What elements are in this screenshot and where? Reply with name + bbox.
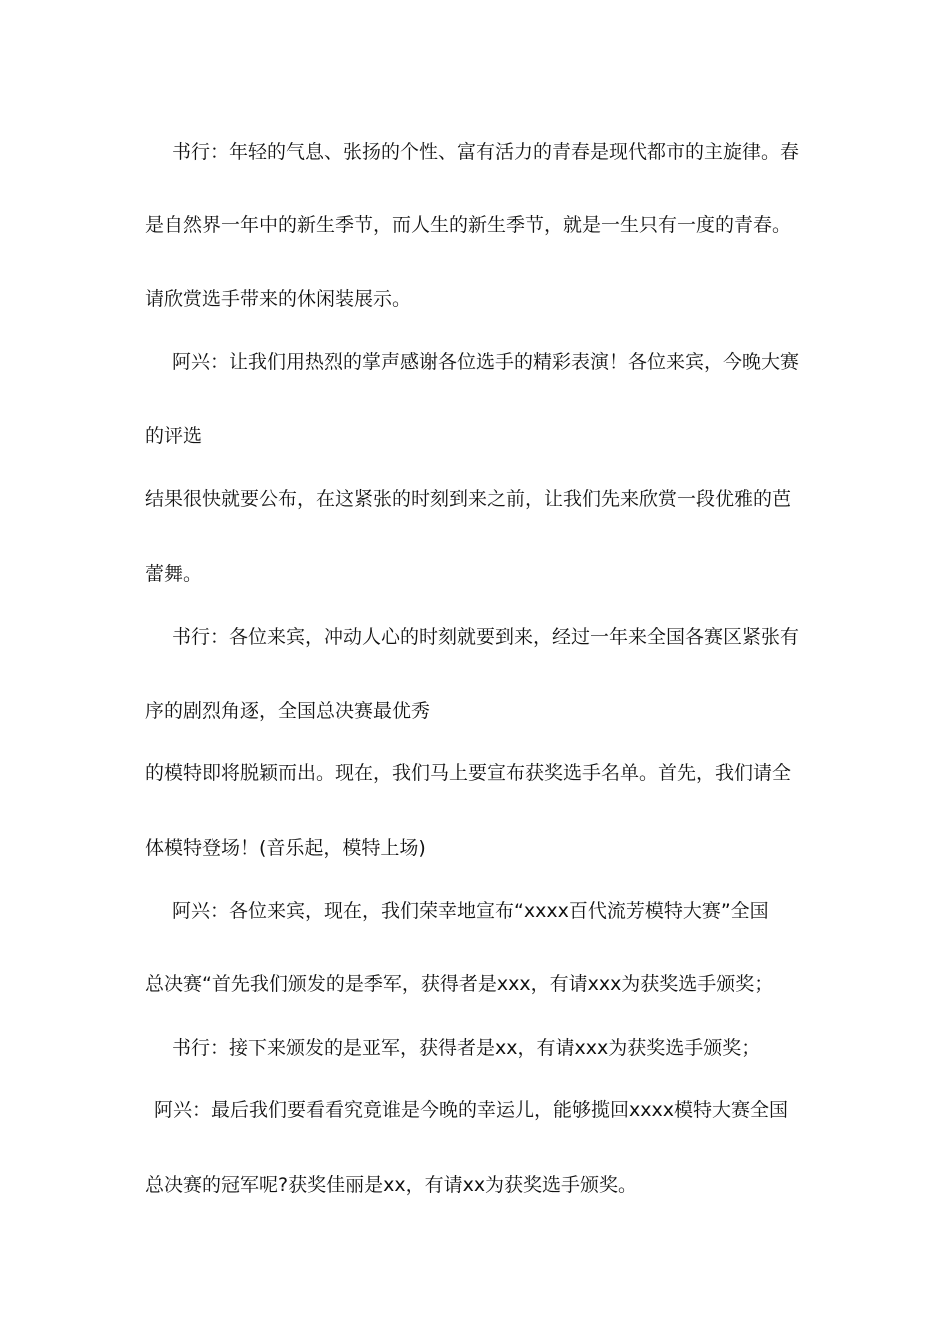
text-line: 书行：接下来颁发的是亚军，获得者是xx，有请xxx为获奖选手颁奖；	[172, 1037, 761, 1059]
text-line: 请欣赏选手带来的休闲装展示。	[145, 288, 412, 310]
text-line: 阿兴：各位来宾，现在，我们荣幸地宣布“xxxx百代流芳模特大赛”全国	[172, 900, 769, 922]
text-line: 是自然界一年中的新生季节，而人生的新生季节，就是一生只有一度的青春。	[145, 214, 792, 236]
text-line: 阿兴：最后我们要看看究竟谁是今晚的幸运儿，能够揽回xxxx模特大赛全国	[154, 1099, 788, 1121]
text-line: 的评选	[145, 425, 203, 447]
text-line: 书行：年轻的气息、张扬的个性、富有活力的青春是现代都市的主旋律。春	[172, 141, 800, 163]
text-line: 总决赛的冠军呢?获奖佳丽是xx，有请xx为获奖选手颁奖。	[145, 1174, 638, 1196]
text-line: 的模特即将脱颖而出。现在，我们马上要宣布获奖选手名单。首先，我们请全	[145, 762, 792, 784]
text-line: 总决赛“首先我们颁发的是季军，获得者是xxx，有请xxx为获奖选手颁奖；	[145, 973, 774, 995]
text-line: 体模特登场！(音乐起，模特上场)	[145, 837, 426, 859]
text-line: 序的剧烈角逐，全国总决赛最优秀	[145, 700, 431, 722]
text-line: 结果很快就要公布，在这紧张的时刻到来之前，让我们先来欣赏一段优雅的芭	[145, 488, 792, 510]
text-line: 书行：各位来宾，冲动人心的时刻就要到来，经过一年来全国各赛区紧张有	[172, 626, 800, 648]
text-line: 阿兴：让我们用热烈的掌声感谢各位选手的精彩表演！各位来宾，今晚大赛	[172, 351, 800, 373]
text-line: 蕾舞。	[145, 563, 203, 585]
